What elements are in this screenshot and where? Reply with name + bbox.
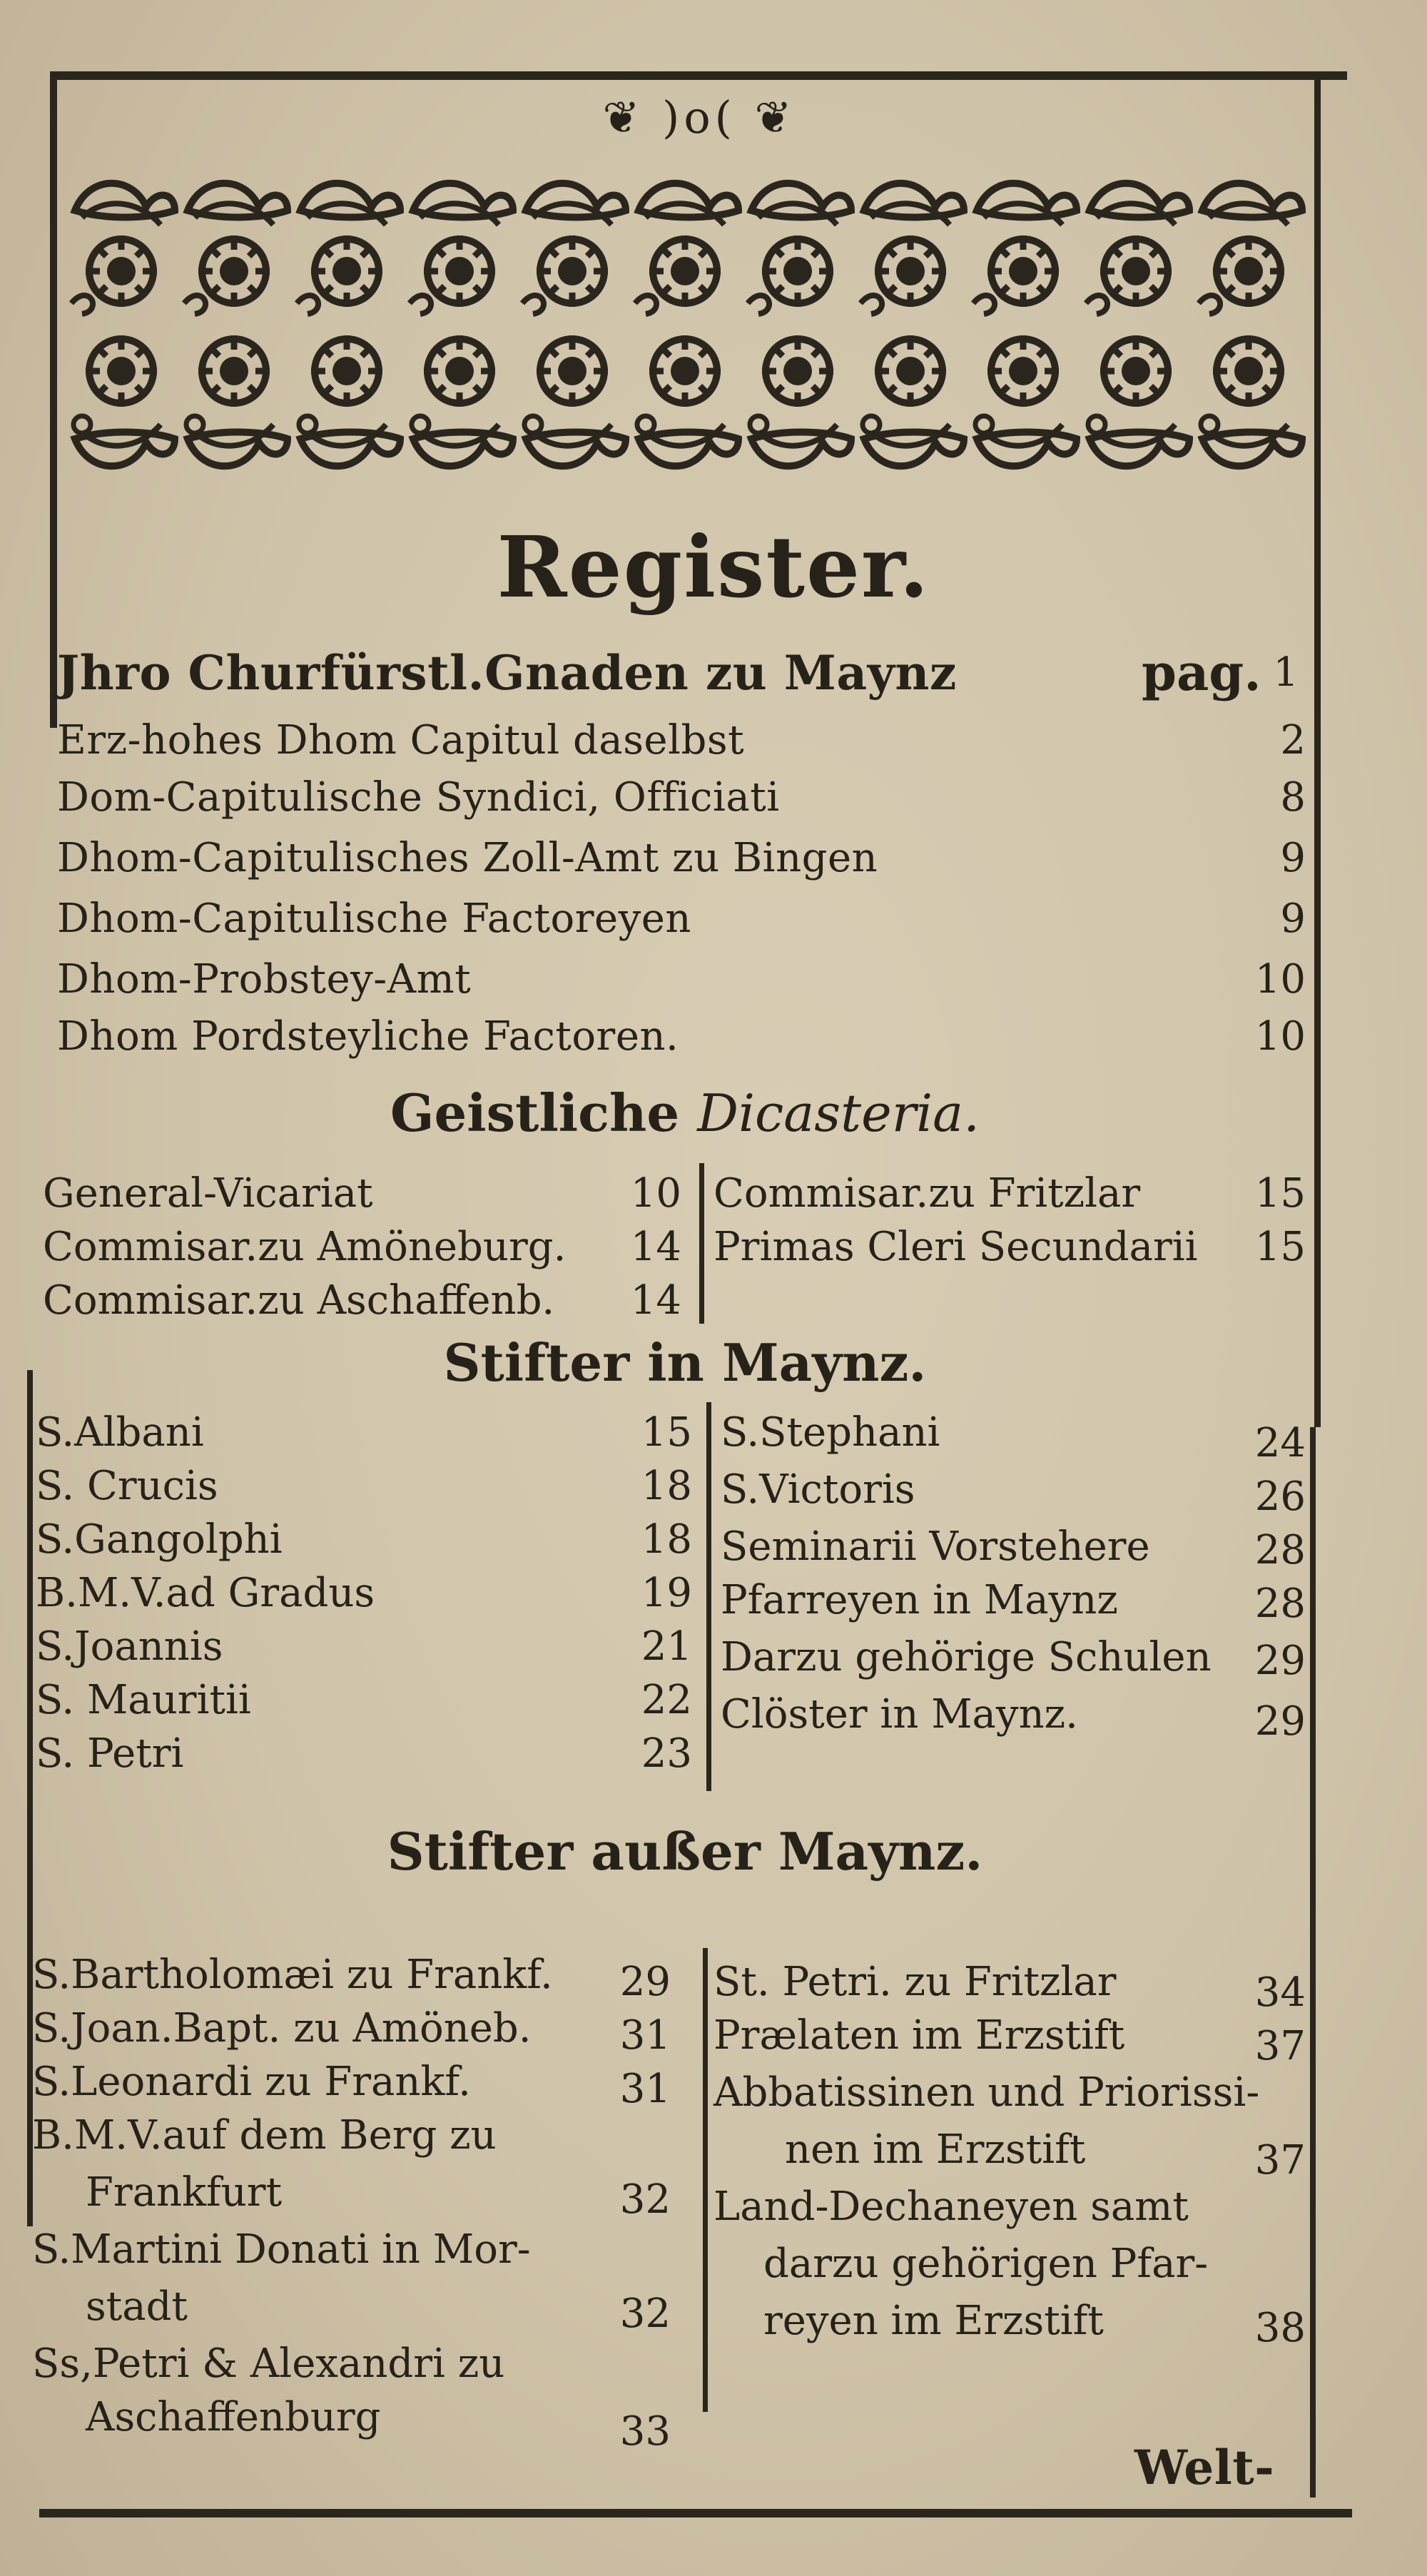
ausser-right-page-7: 38 <box>1254 2305 1306 2351</box>
mainz-left-2: S. Crucis <box>36 1463 218 1509</box>
intro-entry-7: Dhom Pordsteyliche Factoren. <box>57 1013 679 1060</box>
ausser-left-4: B.M.V.auf dem Berg zu <box>32 2112 497 2159</box>
ausser-left-1: S.Bartholomæi zu Frankf. <box>32 1952 553 1998</box>
ausser-left-8: Ss,Petri & Alexandri zu <box>32 2341 505 2387</box>
ausser-left-page-5: 32 <box>619 2176 671 2223</box>
mainz-right-3: Seminarii Vorstehere <box>721 1523 1150 1570</box>
ausser-right-page-2: 37 <box>1254 2023 1306 2069</box>
column-divider-ausser <box>703 1948 708 2412</box>
geistliche-left-page-1: 10 <box>630 1170 681 1217</box>
mainz-left-7: S. Petri <box>36 1730 184 1777</box>
geistliche-left-3: Commisar.zu Aschaffenb. <box>43 1277 555 1324</box>
mainz-left-4: B.M.V.ad Gradus <box>36 1570 375 1616</box>
ausser-right-page-1: 34 <box>1254 1969 1306 2016</box>
mainz-left-page-2: 18 <box>641 1463 692 1509</box>
intro-entry-5: Dhom-Capitulische Factoreyen <box>57 896 691 942</box>
geistliche-right-page-1: 15 <box>1254 1170 1306 1217</box>
ausser-left-7: stadt <box>86 2283 188 2330</box>
ausser-left-5: Frankfurt <box>86 2169 283 2216</box>
intro-page-6: 10 <box>1254 956 1306 1003</box>
mainz-left-5: S.Joannis <box>36 1623 223 1670</box>
section-title-mainz: Stifter in Maynz. <box>443 1332 927 1393</box>
intro-page-3: 8 <box>1280 774 1306 821</box>
ausser-left-2: S.Joan.Bapt. zu Amöneb. <box>32 2005 532 2052</box>
section-title-ausser: Stifter außer Maynz. <box>387 1821 983 1882</box>
ausser-right-4: nen im Erzstift <box>785 2126 1086 2173</box>
mainz-left-page-1: 15 <box>641 1409 692 1456</box>
ausser-left-6: S.Martini Donati in Mor- <box>32 2226 531 2273</box>
mainz-left-6: S. Mauritii <box>36 1677 251 1723</box>
mainz-left-page-3: 18 <box>641 1516 692 1563</box>
floral-ornament-bottom <box>68 325 1313 482</box>
bottom-rule <box>39 2509 1352 2517</box>
mainz-right-page-1: 24 <box>1254 1420 1306 1466</box>
column-divider-mainz <box>706 1402 711 1791</box>
mainz-right-page-5: 29 <box>1254 1638 1306 1684</box>
geistliche-right-page-2: 15 <box>1254 1224 1306 1270</box>
ausser-left-9: Aschaffenburg <box>86 2394 381 2440</box>
mainz-left-page-4: 19 <box>641 1570 692 1616</box>
intro-entry-1: Jhro Churfürstl.Gnaden zu Maynz <box>57 645 957 701</box>
mainz-right-page-3: 28 <box>1254 1527 1306 1573</box>
ausser-right-page-4: 37 <box>1254 2137 1306 2184</box>
mainz-left-page-6: 22 <box>641 1677 692 1723</box>
header-mark: ❦ )o( ❦ <box>602 91 796 143</box>
ausser-right-3: Abbatissinen und Priorissi- <box>714 2069 1260 2116</box>
floral-ornament-top <box>68 168 1313 321</box>
intro-page-1: 1 <box>1273 649 1299 696</box>
section-title-geistliche-a: Geistliche <box>390 1082 680 1143</box>
ausser-left-page-1: 29 <box>619 1959 671 2005</box>
ausser-right-2: Prælaten im Erzstift <box>714 2012 1125 2059</box>
mainz-left-page-5: 21 <box>641 1623 692 1670</box>
column-divider-geistliche <box>699 1163 704 1324</box>
geistliche-left-2: Commisar.zu Amöneburg. <box>43 1224 567 1270</box>
mainz-right-2: S.Victoris <box>721 1466 915 1513</box>
mainz-right-page-2: 26 <box>1254 1474 1306 1520</box>
ausser-left-page-3: 31 <box>619 2066 671 2112</box>
geistliche-right-2: Primas Cleri Secundarii <box>714 1224 1198 1270</box>
mainz-right-6: Clöster in Maynz. <box>721 1691 1078 1738</box>
ausser-left-page-7: 32 <box>619 2291 671 2337</box>
mainz-right-page-6: 29 <box>1254 1698 1306 1745</box>
mainz-left-page-7: 23 <box>641 1730 692 1777</box>
mainz-right-page-4: 28 <box>1254 1581 1306 1627</box>
intro-entry-4: Dhom-Capitulisches Zoll-Amt zu Bingen <box>57 835 878 881</box>
mainz-right-1: S.Stephani <box>721 1409 940 1456</box>
geistliche-left-page-2: 14 <box>630 1224 681 1270</box>
catchword: Welt- <box>1134 2440 1275 2495</box>
geistliche-right-1: Commisar.zu Fritzlar <box>714 1170 1141 1217</box>
mainz-left-3: S.Gangolphi <box>36 1516 283 1563</box>
mainz-left-1: S.Albani <box>36 1409 204 1456</box>
ausser-left-page-2: 31 <box>619 2012 671 2059</box>
intro-page-4: 9 <box>1280 835 1306 881</box>
right-rule <box>1314 71 1321 1427</box>
ausser-right-7: reyen im Erzstift <box>763 2298 1104 2344</box>
section-title-geistliche-b: Dicasteria. <box>697 1083 980 1143</box>
top-rule <box>50 71 1347 80</box>
ausser-left-3: S.Leonardi zu Frankf. <box>32 2059 471 2105</box>
intro-page-2: 2 <box>1280 717 1306 764</box>
right-rule-lower <box>1310 1427 1316 2498</box>
geistliche-left-page-3: 14 <box>630 1277 681 1324</box>
ausser-right-5: Land-Dechaneyen samt <box>714 2184 1189 2230</box>
intro-page-5: 9 <box>1280 896 1306 942</box>
geistliche-left-1: General-Vicariat <box>43 1170 373 1217</box>
intro-page-7: 10 <box>1254 1013 1306 1060</box>
intro-entry-2: Erz-hohes Dhom Capitul daselbst <box>57 717 745 764</box>
intro-entry-3: Dom-Capitulische Syndici, Officiati <box>57 774 780 821</box>
intro-pag-prefix: pag. <box>1142 643 1261 702</box>
intro-entry-6: Dhom-Probstey-Amt <box>57 956 472 1003</box>
section-title-geistliche <box>0 1077 1370 1149</box>
mainz-right-5: Darzu gehörige Schulen <box>721 1634 1212 1680</box>
ausser-right-1: St. Petri. zu Fritzlar <box>714 1959 1117 2005</box>
ausser-right-6: darzu gehörigen Pfar- <box>763 2241 1209 2287</box>
ausser-left-page-9: 33 <box>619 2408 671 2455</box>
page-title: Register. <box>497 517 930 617</box>
left-rule <box>50 71 57 728</box>
mainz-right-4: Pfarreyen in Maynz <box>721 1577 1118 1623</box>
